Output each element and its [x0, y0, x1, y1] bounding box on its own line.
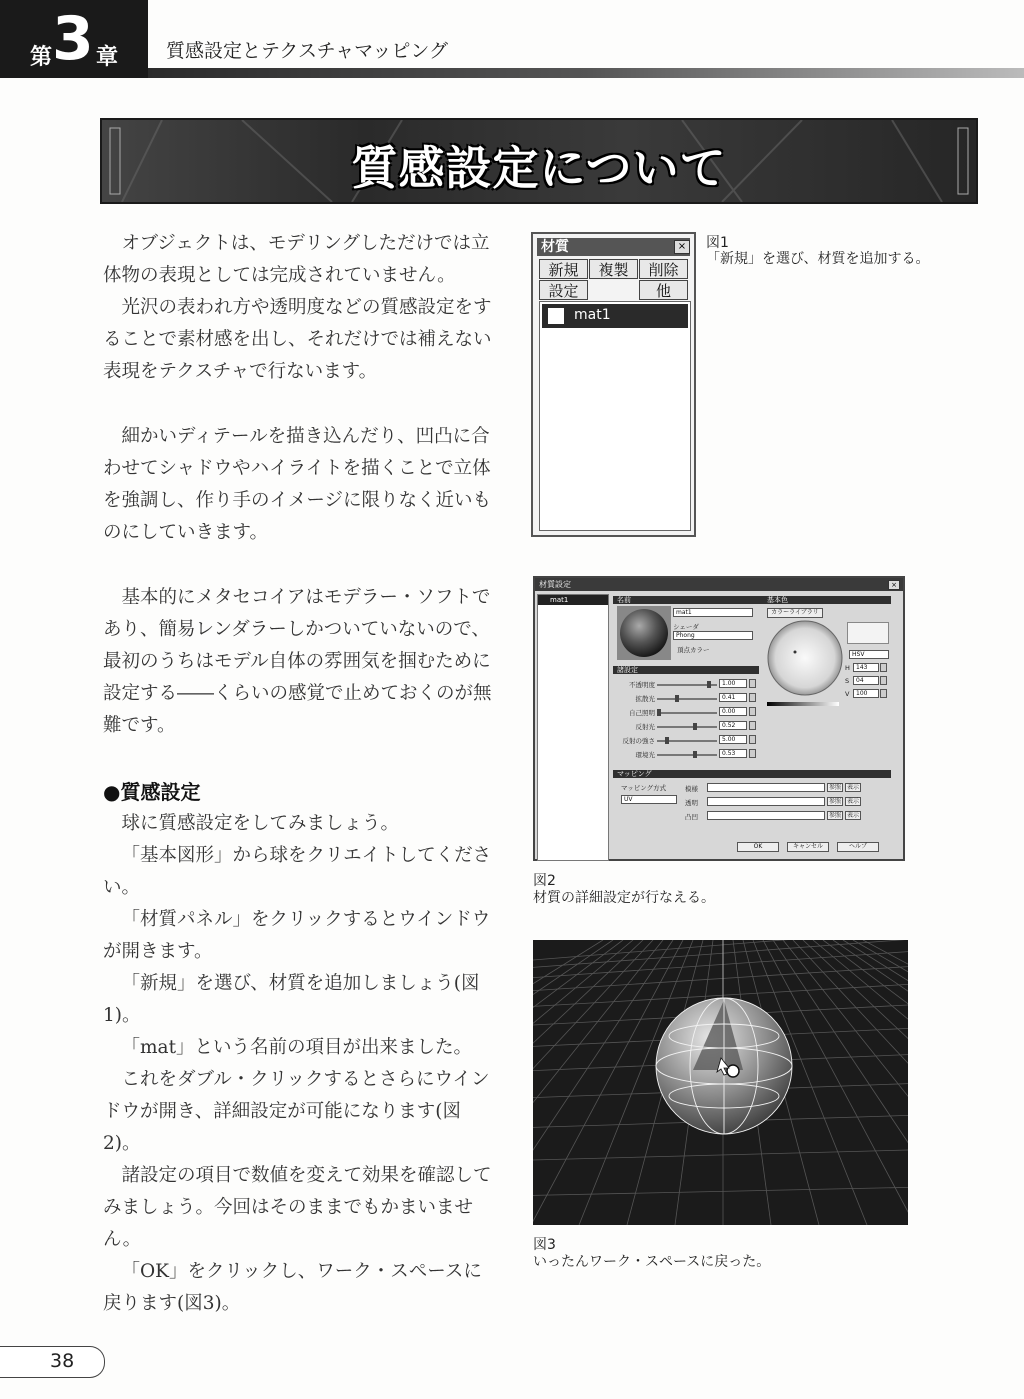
s-label: S [845, 677, 850, 685]
duplicate-button[interactable]: 複製 [589, 259, 638, 279]
param-slider[interactable] [657, 740, 717, 742]
slider-knob[interactable] [675, 695, 679, 702]
material-item-label: mat1 [574, 307, 611, 323]
slider-knob[interactable] [657, 709, 661, 716]
paragraph: 「新規」を選び、材質を追加しましょう(図1)。 [103, 973, 480, 1026]
intro-text [103, 228, 493, 388]
name-section-header: 名前 [613, 596, 763, 604]
section-heading: ●質感設定 [103, 780, 201, 804]
paragraph: 細かいディテールを描き込んだり、凹凸に合わせてシャドウやハイライトを描くことで立体を強調し、作り手のイメージに限りなく近いものにしていきます。 [103, 426, 491, 543]
color-wheel[interactable] [767, 620, 843, 696]
paragraph: 「基本図形」から球をクリエイトしてください。 [103, 845, 492, 898]
name-input[interactable]: mat1 [673, 608, 753, 617]
material-color-swatch [548, 308, 564, 324]
mapping-row [685, 810, 889, 822]
browse-button[interactable]: 参照 [828, 798, 841, 805]
mapping-section-header: マッピング [613, 770, 891, 778]
steps-text [103, 808, 493, 1320]
param-spinner[interactable] [749, 735, 756, 744]
paragraph: 諸設定の項目で数値を変えて効果を確認してみましょう。今回はそのままでもかまいません。 [103, 1165, 492, 1250]
paragraph: 「mat」という名前の項目が出来ました。 [121, 1037, 473, 1058]
help-button[interactable]: ヘルプ [837, 842, 879, 852]
figure-caption: 材質の詳細設定が行なえる。 [533, 890, 715, 906]
slider-knob[interactable] [707, 681, 711, 688]
param-spinner[interactable] [749, 721, 756, 730]
param-slider[interactable] [657, 712, 717, 714]
paragraph: 基本的にメタセコイアはモデラー・ソフトであり、簡易レンダラーしかついていないので、最初のうちはモデル自体の雰囲気を掴むために設定する――くらいの感覚で止めておくのが無難です。 [103, 587, 492, 736]
settings-button[interactable]: 設定 [539, 280, 588, 300]
mapping-row-label: 凸凹 [685, 813, 698, 821]
color-mode-select[interactable]: HSV [849, 650, 889, 659]
paragraph: 光沢の表われ方や透明度などの質感設定をすることで素材感を出し、それだけでは補えない表現をテクスチャで行ないます。 [103, 297, 492, 382]
param-value[interactable]: 0.00 [719, 707, 747, 716]
material-item[interactable]: mat1 [538, 595, 608, 605]
param-label: 自己照明 [629, 709, 655, 717]
chapter-title: 質感設定とテクスチャマッピング [166, 40, 448, 62]
material-settings-dialog [533, 576, 905, 861]
mapping-row-label: 模様 [685, 785, 698, 793]
v-input[interactable]: 100 [853, 689, 879, 698]
slider-knob[interactable] [665, 737, 669, 744]
slider-knob[interactable] [693, 751, 697, 758]
header-rule [148, 68, 1024, 78]
param-slider[interactable] [657, 698, 717, 700]
chapter-number: 3 [52, 4, 92, 74]
close-icon[interactable]: × [888, 580, 900, 590]
param-label: 拡散光 [635, 695, 655, 703]
chapter-suffix: 章 [96, 45, 119, 70]
mapping-method-select[interactable]: UV [621, 795, 677, 804]
param-spinner[interactable] [749, 679, 756, 688]
material-list [537, 594, 609, 861]
param-label: 環境光 [635, 751, 655, 759]
paragraph: 「OK」をクリックし、ワーク・スペースに戻ります(図3)。 [103, 1261, 482, 1314]
param-row [613, 734, 759, 746]
mapping-row [685, 782, 889, 794]
section-banner [100, 118, 978, 204]
mapping-row-label: 透明 [685, 799, 698, 807]
browse-button[interactable]: 参照 [828, 812, 841, 819]
show-button[interactable]: 表示 [846, 798, 859, 805]
other-button[interactable]: 他 [639, 280, 688, 300]
paragraph: 「材質パネル」をクリックするとウインドウが開きます。 [103, 909, 491, 962]
h-spinner[interactable] [880, 663, 887, 672]
param-slider[interactable] [657, 754, 717, 756]
param-spinner[interactable] [749, 693, 756, 702]
material-panel-title: 材質 [537, 238, 690, 256]
color-section-header: 基本色 [763, 596, 891, 604]
param-label: 不透明度 [629, 681, 655, 689]
ok-button[interactable]: OK [737, 842, 779, 852]
material-preview-sphere [617, 606, 671, 660]
new-button[interactable]: 新規 [539, 259, 588, 279]
mapping-file-input[interactable] [707, 783, 825, 792]
page-number: 38 [50, 1350, 75, 1372]
mapping-row [685, 796, 889, 808]
dialog-title: 材質設定 [535, 578, 903, 591]
h-label: H [845, 664, 850, 672]
h-input[interactable]: 143 [853, 663, 879, 672]
chapter-prefix: 第 [30, 45, 53, 70]
paragraph: 球に質感設定をしてみましょう。 [121, 813, 400, 834]
delete-button[interactable]: 削除 [639, 259, 688, 279]
param-value[interactable]: 5.00 [719, 735, 747, 744]
param-value[interactable]: 0.52 [719, 721, 747, 730]
brightness-slider[interactable] [767, 702, 839, 706]
cancel-button[interactable]: キャンセル [787, 842, 829, 852]
figure-caption: 「新規」を選び、材質を追加する。 [706, 251, 930, 267]
param-label: 反射の強さ [622, 737, 655, 745]
close-icon[interactable]: × [674, 240, 690, 254]
param-spinner[interactable] [749, 749, 756, 758]
figure-number: 図3 [533, 1237, 556, 1253]
param-value[interactable]: 1.00 [719, 679, 747, 688]
v-label: V [845, 690, 850, 698]
figure-number: 図2 [533, 873, 556, 889]
param-value[interactable]: 0.41 [719, 693, 747, 702]
show-button[interactable]: 表示 [846, 784, 859, 791]
param-row [613, 720, 759, 732]
figure-caption: いったんワーク・スペースに戻った。 [533, 1254, 771, 1270]
material-list [539, 301, 691, 531]
detail-text [103, 421, 493, 549]
mapping-method-label: マッピング方式 [621, 784, 667, 792]
material-item[interactable] [542, 304, 688, 328]
banner-title: 質感設定について [351, 141, 727, 195]
param-slider[interactable] [657, 684, 717, 686]
vertex-color-checkbox[interactable]: 頂点カラー [677, 646, 710, 654]
show-button[interactable]: 表示 [846, 812, 859, 819]
param-row [613, 678, 759, 690]
param-row [613, 692, 759, 704]
param-row [613, 748, 759, 760]
mapping-file-input[interactable] [707, 811, 825, 820]
browse-button[interactable]: 参照 [828, 784, 841, 791]
paragraph: これをダブル・クリックするとさらにウインドウが開き、詳細設定が可能になります(図2)。 [103, 1069, 490, 1154]
paragraph: オブジェクトは、モデリングしただけでは立体物の表現としては完成されていません。 [103, 233, 490, 286]
color-preview [847, 622, 889, 644]
color-library-button[interactable]: カラーライブラリ [767, 608, 823, 618]
workspace-grid-scene [533, 940, 908, 1225]
slider-knob[interactable] [693, 723, 697, 730]
material-panel [531, 232, 696, 537]
param-label: 反射光 [635, 723, 655, 731]
modeler-text [103, 582, 493, 742]
v-spinner[interactable] [880, 689, 887, 698]
s-input[interactable]: 04 [853, 676, 879, 685]
s-spinner[interactable] [880, 676, 887, 685]
shader-select[interactable]: Phong [673, 631, 753, 640]
param-slider[interactable] [657, 726, 717, 728]
workspace-viewport [533, 940, 908, 1225]
chapter-header [0, 0, 1024, 78]
param-row [613, 706, 759, 718]
mapping-file-input[interactable] [707, 797, 825, 806]
param-value[interactable]: 0.53 [719, 749, 747, 758]
settings-section-header: 諸設定 [613, 666, 759, 674]
figure-number: 図1 [706, 235, 729, 251]
param-spinner[interactable] [749, 707, 756, 716]
shader-label: シェーダ [673, 623, 699, 631]
